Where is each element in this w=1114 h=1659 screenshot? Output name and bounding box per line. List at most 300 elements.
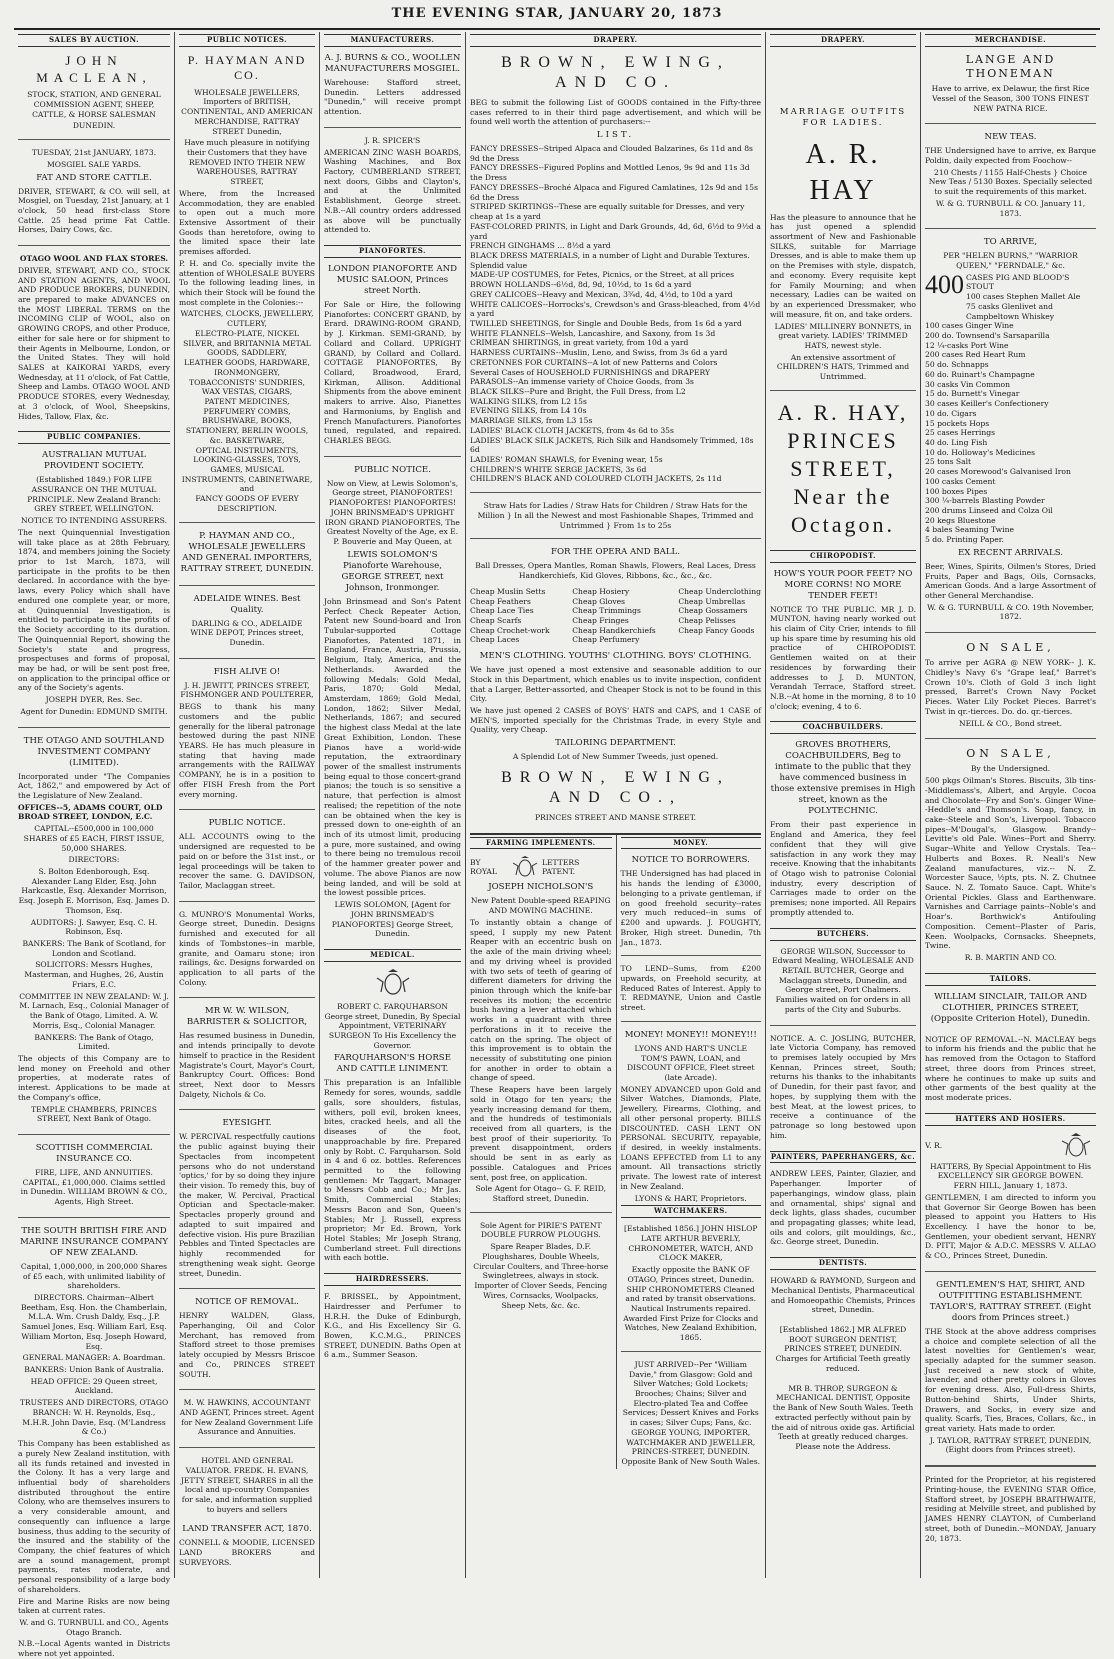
sub-column-money bbox=[616, 835, 762, 1469]
royal-arms-icon bbox=[1056, 1132, 1096, 1160]
ad-title: THE SOUTH BRITISH FIRE AND MARINE INSURANCE COMPANY OF NEW ZEALAND. bbox=[19, 1225, 169, 1258]
ad-office: OFFICES--5, ADAMS COURT, OLD BROAD STREET, LONDON, E.C. bbox=[18, 802, 163, 822]
section-header: BUTCHERS. bbox=[770, 928, 916, 941]
section-header: MANUFACTURERS. bbox=[324, 34, 461, 47]
ad-list: 210 Chests / 1155 Half-Chests } Choice New Teas / 5130 Boxes. Specially selected to suit the requirements of this market. bbox=[928, 167, 1093, 197]
list-item: 15 pockets Hops bbox=[925, 418, 990, 428]
ad-list bbox=[179, 309, 315, 513]
list-item: Cheap Gloves bbox=[572, 596, 625, 606]
section-header: DRAPERY. bbox=[770, 34, 916, 47]
ad-body: [Established 1862.] MR ALFRED BOOT SURGEON DENTIST, PRINCES STREET, DUNEDIN. Charges for Artificial Teeth greatly reduced. bbox=[775, 1325, 911, 1373]
ad-sign: NEILL & CO., Bond street. bbox=[958, 718, 1063, 728]
rule bbox=[179, 1288, 315, 1289]
ad-directors: S. Bolton Edenborough, Esq. Alexander Lang Elder, Esq. John Harkcastle, Esq. Alexander Morrison, Esq. Joseph E. Morrison, Esq. James D. Thomson, Esq. bbox=[18, 867, 170, 915]
list-item: 10 do. Holloway's Medicines bbox=[925, 447, 1036, 457]
section-header: MEDICAL. bbox=[324, 949, 461, 962]
list-item: 60 do. Ruinart's Champagne bbox=[925, 369, 1035, 379]
ad-title: TO ARRIVE, bbox=[983, 237, 1038, 248]
list-item: Several Cases of HOUSEHOLD FURNISHINGS and DRAPERY bbox=[470, 367, 711, 377]
list-item: Cheap Crochet-work bbox=[470, 625, 550, 635]
ad-body: To arrive per AGRA @ NEW YORK-- J. K. Chidley's Navy 6's "Grape leaf," Barret's Crown 10's. Cloth of Gold 3 inch light pressed, Barret's Crown Navy Pocket Pieces. Water Lily Pocket Pieces. Barret's Twist in qr.-tierces. Do. do. qr.-tierces. bbox=[925, 658, 1096, 716]
cheap-col-1 bbox=[470, 587, 550, 645]
list-item: CASES PIG AND BLOOD'S STOUT bbox=[966, 272, 1070, 292]
ad-sign: BROWN, EWING, AND CO., bbox=[501, 768, 730, 807]
ad-land bbox=[179, 1524, 315, 1567]
ad-name: LEWIS SOLOMON'S Pianoforte Warehouse, GEORGE STREET, next Johnson, Ironmonger. bbox=[341, 549, 444, 593]
sub-column-farming bbox=[470, 835, 616, 1469]
rule bbox=[925, 1465, 1096, 1467]
ad-body: NOTICE. A. C. JOSLING, BUTCHER, late Victoria Company, has removed to premises lately occupied by Mrs Kennan, Princes street, South; returns his thanks to the inhabitants of Dunedin, for their past favor, and hopes, by supplying them with the best Meat, at the lowest prices, to receive a continuance of the patronage so long bestowed upon him. bbox=[770, 1033, 916, 1140]
arrive-400: 400 bbox=[925, 269, 964, 299]
section-header: HATTERS AND HOSIERS. bbox=[925, 1113, 1096, 1126]
rule bbox=[925, 632, 1096, 633]
ad-fish bbox=[179, 667, 315, 800]
rule bbox=[470, 1212, 612, 1213]
ad-opera-title: FOR THE OPERA AND BALL. bbox=[551, 547, 680, 558]
arrive-block bbox=[925, 269, 1096, 322]
list-item: FANCY DRESSES--Broché Alpaca and Figured Camlatines, 12s 9d and 15s 6d the Dress bbox=[470, 182, 759, 202]
ad-lange bbox=[925, 53, 1096, 113]
ad-list-title: LIST. bbox=[596, 130, 635, 141]
ad-title: ON SALE, bbox=[966, 747, 1055, 761]
ad-title: ROBERT C. FARQUHARSON George street, Dunedin, By Special Appointment, VETERINARY SURGEON To His Excellency the Governor. bbox=[324, 1001, 461, 1050]
ad-hay bbox=[770, 107, 916, 540]
section-header: FARMING IMPLEMENTS. bbox=[470, 837, 612, 850]
list-item: Cheap Handkerchiefs bbox=[572, 625, 656, 635]
ad-body: THE Stock at the above address comprises a choice and complete selection of all the latest novelties for Gentlemen's wear, specially adapted for the summer season. Just received a new stock of white, lavender, and other pretty colors in Gloves for evening dress. Also, Full-dress Shirts, Button-behind Shirts, Under Shirts, Drawers, and Socks, in every size and quality. Scarfs, Ties, Braces, Collars, &c., in great variety. Hats made to order. bbox=[925, 1326, 1096, 1434]
column-4 bbox=[465, 32, 765, 1578]
ad-title: HOW'S YOUR POOR FEET? NO MORE CORNS! NO MORE TENDER FEET! bbox=[773, 568, 913, 601]
list-item: 15 do. Burnett's Vinegar bbox=[925, 389, 1020, 399]
ad-tailor-title: TAILORING DEPARTMENT. bbox=[555, 738, 676, 749]
ad-intro: BEG to submit the following List of GOODS contained in the Fifty-three cases referred to in their third page advertisement, and which will be found well worth the attention of purchasers:-- bbox=[470, 97, 761, 127]
list-item: FRENCH GINGHAMS ... 8½d a yard bbox=[470, 241, 611, 251]
list-item: 20 cases Morewood's Galvanised Iron bbox=[925, 467, 1071, 477]
ad-bankers: BANKERS: Union Bank of Australia. bbox=[24, 1365, 164, 1375]
ad-fire: Fire and Marine Risks are now being taken at current rates. bbox=[18, 1596, 170, 1616]
ad-hats: Straw Hats for Ladies / Straw Hats for Children / Straw Hats for the Million } In all the Newest and most Fashionable Shapes, Trimmed and Untrimmed } From 1s to 25s bbox=[477, 501, 754, 530]
ad-body-2: John Brinsmead and Son's Patent Perfect Check Repeater Action, Patent new Sound-board and Iron Tubular-supported Cottage Pianofortes, Patented 1871, in England, France, Austria, Prussia, Belgium, Italy, America, and the Netherlands. Awarded the following Medals: Gold Medal, Paris, 1870; Gold Medal, Amsterdam, 1869; Gold Medal, London, 1862; Silver Medal, Netherlands, 1867; and secured the highest class Medal at the late Great Exhibition, London. These Pianos have a world-wide reputation, the extraordinary power of the smallest instruments being equal to those concert-grand pianos; the touch is so sensitive a nature, that perfection is almost realised; the repetition of the note can be obtained when the key is pressed down to one-eighth of an inch of its utmost limit, producing a pure, more sustained, and owing to there being no tremulous recoil of the hammer greater power and volume. The above Pianos are now being landed, and will be sold at the lowest possible prices. bbox=[324, 596, 461, 898]
ad-allao bbox=[925, 1132, 1096, 1261]
rule bbox=[925, 228, 1096, 229]
list-item: FANCY DRESSES--Striped Alpaca and Clouded Balzarines, 6s 11d and 8s 9d the Dress bbox=[470, 144, 753, 163]
rule bbox=[925, 123, 1096, 124]
list-item: CRIMEAN SHIRTINGS, in great variety, from 10d a yard bbox=[470, 338, 689, 348]
list-item: WATCHES, CLOCKS, JEWELLERY, CUTLERY, bbox=[180, 309, 314, 329]
ad-subtitle: FARQUHARSON'S HORSE AND CATTLE LINIMENT. bbox=[334, 1053, 451, 1075]
rule bbox=[18, 1134, 170, 1135]
ad-macleay bbox=[925, 1035, 1096, 1103]
ad-body: To instantly obtain a change of speed, I supply my new Patent Reaper with an eccentric bush on the axle of the main driving wheel; and my driving wheel is provided with two sets of teeth of gearing of different diameters for driving the pinion through which the knife-bar receives its motion; the eccentric bush having a lever attached which works in a quadrant with three perforations in it to receive the catch on the spring. The object of this improvement is to obtain the necessity of substituting one pinion for another in order to obtain a change of speed. bbox=[470, 917, 612, 1083]
ad-lees bbox=[770, 1169, 916, 1247]
section-header: CHIROPODIST. bbox=[770, 550, 916, 563]
ad-subtitle: (Established 1849.) FOR LIFE ASSURANCE ON THE MUTUAL PRINCIPLE. New Zealand Branch: GREY STREET, WELLINGTON. bbox=[27, 475, 161, 514]
list-item: 50 do. Schnapps bbox=[925, 360, 989, 370]
cheap-col-2 bbox=[572, 587, 655, 645]
ad-sign: W. & G. TURNBULL & CO. January 11, 1873. bbox=[935, 198, 1086, 218]
sub-columns bbox=[470, 833, 761, 1469]
section-header: COACHBUILDERS. bbox=[770, 721, 916, 734]
ad-body: Incorporated under "The Companies Act, 1862," and empowered by Act of the Legislature of New Zealand. bbox=[18, 771, 170, 800]
section-header: PAINTERS, PAPERHANGERS, &c. bbox=[770, 1151, 916, 1164]
ad-title: EYESIGHT. bbox=[222, 1118, 272, 1129]
vr-crest bbox=[925, 1132, 1096, 1160]
ad-address: TEMPLE CHAMBERS, PRINCES STREET, Next Bank of Otago. bbox=[31, 1104, 157, 1124]
rule bbox=[324, 127, 461, 128]
ad-solomon bbox=[324, 465, 461, 939]
ad-throp bbox=[770, 1384, 916, 1452]
column-5 bbox=[765, 32, 920, 1578]
ad-body: HOWARD & RAYMOND, Surgeon and Mechanical Dentists, Pharmaceutical and Homoeopathic Chemists, Princes street, Dunedin. bbox=[770, 1276, 916, 1315]
section-header: PUBLIC COMPANIES. bbox=[18, 431, 170, 444]
rule bbox=[18, 727, 170, 728]
list-item: STRIPED SKIRTINGS--These are equally suitable for Dresses, and very cheap at 1s a yard bbox=[470, 202, 745, 222]
ad-body: Warehouse: Stafford street, Dunedin. Letters addressed "Dunedin," will receive prompt attention. bbox=[324, 77, 461, 117]
ad-body: M. W. HAWKINS, ACCOUNTANT AND AGENT, Princes street. Agent for New Zealand Government Life Assurance and Annuities. bbox=[179, 1398, 315, 1437]
list-item: Cheap Lace Ties bbox=[470, 606, 534, 616]
ad-money-title: MONEY! MONEY!! MONEY!!! bbox=[624, 1029, 757, 1040]
list-item: Cheap Feathers bbox=[470, 596, 531, 606]
ad-body: G. MUNRO'S Monumental Works, George street, Dunedin. Designs furnished and executed for all kinds of Tombstones--in marble, granite, and Oamaru stone; iron railings, &c. Designs forwarded on application to all parts of the Colony. bbox=[179, 909, 315, 987]
ad-manager: GENERAL MANAGER: A. Boardman. bbox=[22, 1353, 166, 1363]
ad-adelaide bbox=[179, 594, 315, 648]
ad-body: DARLING & CO., ADELAIDE WINE DEPOT, Princes street, Dunedin. bbox=[190, 618, 304, 648]
list-item: 75 casks Glenlivet and Campbeltown Whiskey bbox=[966, 301, 1055, 321]
ad-wilson-butcher bbox=[770, 947, 916, 1015]
ad-ex-title: EX RECENT ARRIVALS. bbox=[957, 547, 1064, 558]
ad-removal bbox=[179, 1297, 315, 1379]
list-item: Cheap Umbrellas bbox=[678, 596, 746, 606]
list-item: FANCY DRESSES--Figured Poplins and Mottled Lenos, 9s 9d and 11s 3d the Dress bbox=[470, 163, 750, 183]
ad-bonnets: LADIES' MILLINERY BONNETS, in great variety. LADIES' TRIMMED HATS, newest style. bbox=[774, 321, 912, 350]
ad-solicitors: SOLICITORS: Messrs Hughes, Masterman, and Hughes, 26, Austin Friars, E.C. bbox=[24, 960, 164, 989]
ad-body: NOTICE TO THE PUBLIC. MR J. D. MUNTON, having nearly worked out his claim of City Crier, intends to fill up his spare time by resuming his old practice of CHIROPODIST. Gentlemen waited on at their residences by forwarding their addresses to J. D. MUNTON, Verandah Terrace, Stafford street. N.B.--At home in the morning, 8 to 10 o'clock; evening, 4 to 6. bbox=[770, 604, 916, 711]
ad-title: FISH ALIVE O! bbox=[213, 666, 281, 677]
ad-brown-ewing bbox=[470, 53, 761, 823]
list-item: WALKING SILKS, from L2 15s bbox=[470, 396, 587, 406]
ad-body: Has resumed business in Dunedin, and intends principally to devote himself to practice in the Resident Magistrate's Court, Mayor's Court, Bankruptcy Court. Offices: Bond street, Next door to Messrs Dalgety, Nichols & Co. bbox=[179, 1031, 315, 1099]
ad-title: LANGE AND THONEMAN bbox=[965, 52, 1056, 81]
ad-body: This Company has been established as a purely New Zealand institution, with all its funds retained and invested in the Colony. It has a very large and influential body of shareholders distributed throughout the entire Colony, who are themselves insurers to a very considerable amount, and consequently can influence a large business, thus adding to the security of the insured and the stability of the Company, the chief features of which are a sound management, prompt payments, rates moderate, and personal responsibility of a large body of shareholders. bbox=[18, 1439, 170, 1594]
ad-title: THE OTAGO AND SOUTHLAND INVESTMENT COMPANY (LIMITED). bbox=[23, 735, 165, 768]
ad-call: P. H. and Co. specially invite the attention of WHOLESALE BUYERS To the following leading lines, in which their Stock will be found the most complete in the Colonies:-- bbox=[179, 258, 315, 307]
royal-patent bbox=[470, 855, 612, 879]
ad-title: P. HAYMAN AND CO. bbox=[187, 52, 307, 83]
list-item: BROWN HOLLANDS--6½d, 8d, 9d, 10½d, to 1s 6d a yard bbox=[470, 280, 692, 290]
ad-body: Now on View, at Lewis Solomon's, George street, PIANOFORTES! PIANOFORTES! PIANOFORTES! JOHN BRINSMEAD'S UPRIGHT IRON GRAND PIANOFORTES, The Greatest Novelty of the Age, ex E. P. Bouverie and May Queen, at bbox=[325, 478, 460, 547]
ad-sign: LEWIS SOLOMON, [Agent for JOHN BRINSMEAD'S PIANOFORTES] George Street, Dunedin. bbox=[331, 900, 454, 939]
list-item: HARNESS CURTAINS--Muslin, Leno, and Swiss, from 3s 6d a yard bbox=[470, 348, 728, 358]
ad-place: DUNEDIN. bbox=[72, 121, 116, 131]
sale-date: TUESDAY, 21st JANUARY, 1873. bbox=[31, 148, 157, 158]
ad-body: CONNELL & MOODIE, LICENSED LAND BROKERS and SURVEYORS. bbox=[179, 1538, 315, 1567]
ad-body: W. PERCIVAL respectfully cautions the public against buying their Spectacles from incompetent persons who do not understand 'optics,' for by so doing they injure their vision. To remedy this, buy of the maker, W. Percival, Practical Optician and Spectacle-maker. Spectacles properly ground and adapted to suit impaired and defective vision. His pure Brazilian Pebbles and Tinted Spectacles are highly recommended for strengthening weak sight. George street, Dunedin. bbox=[179, 1132, 315, 1278]
ad-subtitle: By the Undersigned. bbox=[970, 764, 1051, 774]
section-header: HAIRDRESSERS. bbox=[324, 1273, 461, 1286]
list-item: CHILDREN'S BLACK AND COLOURED CLOTH JACKETS, 2s 11d bbox=[470, 474, 722, 484]
ad-bankers: BANKERS: The Bank of Scotland, for London and Scotland. bbox=[22, 939, 166, 958]
list-item: WHITE FLANNELS--Welsh, Lancashire, and Saxony, from 1s 3d bbox=[470, 328, 716, 338]
list-item: 100 casks Cement bbox=[925, 476, 996, 486]
list-item: Cheap Fancy Goods bbox=[678, 625, 755, 635]
ad-committee: COMMITTEE IN NEW ZEALAND: W. J. M. Larnach, Esq., Colonial Manager of the Bank of Otago, Limited. A. W. Morris, Esq., Colonial Manager. bbox=[19, 991, 169, 1030]
ad-body: HENRY WALDEN, Glass, Paperhanging, Oil and Color Merchant, has removed from Stafford street to those premises lately occupied by Messrs Briscoe and Co., PRINCES STREET SOUTH. bbox=[179, 1311, 315, 1379]
ad-nb: N.B.--Local Agents wanted in Districts where not yet appointed. bbox=[18, 1639, 170, 1659]
list-item: Cheap Trimmings bbox=[572, 606, 641, 616]
rule bbox=[18, 139, 170, 140]
ad-ships: PER "HELEN BURNS," "WARRIOR QUEEN," "FERNDALE," &c. bbox=[943, 251, 1078, 271]
list-item: 20 kegs Bluestone bbox=[925, 515, 996, 525]
ad-pirie-body: Spare Reaper Blades, D.F. Ploughshares, Double Wheels, Circular Coulters, and Three-horse Swingletrees, always in stock. Importer of Clover Seeds, Fencing Wires, Cornsacks, Woolpacks, Sheep Nets, &c. &c. bbox=[473, 1242, 609, 1310]
ad-body: This preparation is an Infallible Remedy for sores, wounds, saddle galls, sore shoulders, fistulas, withers, poll evil, broken knees, bites, cracked heels, and all the diseases of the foot, unapproachable by fire. Prepared only by Robt. C. Farquharson. Sold in 4 and 6 oz. bottles. References permitted to the following gentlemen: Mr Taggart, Manager to Messrs Cobb and Co.; Mr Jas. Smith, Commercial Stables; Messrs Bacon and Son, Queen's Stables; Mr J. Russell, express proprietor; Mr Ed. Brown, York Hotel Stables; Mr Joseph Strang, Cumberland street. Full directions with each bottle. bbox=[324, 1078, 461, 1263]
rule bbox=[621, 1021, 762, 1022]
ad-title: AUSTRALIAN MUTUAL PROVIDENT SOCIETY. bbox=[42, 450, 146, 472]
ad-maclean bbox=[18, 53, 170, 235]
rule bbox=[470, 492, 761, 493]
ad-howard bbox=[770, 1276, 916, 1315]
list-item: 300 ¼-barrels Blasting Powder bbox=[925, 496, 1045, 506]
ad-directors: DIRECTORS. Chairman--Albert Beetham, Esq. Hon. the Chamberlain, M.L.A. Wm. Crush Daldy, Esq., J.P. Samuel Jones, Esq. William Earl, Esq. William Morton, Esq. Joseph Howard, Esq. bbox=[20, 1293, 168, 1351]
ad-title: J. R. SPICER'S bbox=[364, 135, 421, 145]
section-header: SALES BY AUCTION. bbox=[18, 34, 170, 47]
ad-taylor bbox=[925, 1280, 1096, 1455]
rule bbox=[179, 658, 315, 659]
list-item: FANCY GOODS OF EVERY DESCRIPTION. bbox=[195, 494, 299, 513]
list-item: 4 bales Seaming Twine bbox=[925, 525, 1014, 535]
rule bbox=[179, 809, 315, 810]
list-item: 30 cases Keiller's Confectionery bbox=[925, 399, 1049, 409]
list-item: PATENT MEDICINES, PERFUMERY COMBS, BRUSHWARE, BOOKS, bbox=[202, 396, 292, 426]
rule bbox=[770, 390, 916, 391]
ad-scottish bbox=[18, 1143, 170, 1207]
list-item: MARRIAGE SILKS, from L3 15s bbox=[470, 416, 593, 426]
ad-hawkins bbox=[179, 1398, 315, 1437]
ad-body-2: Where, from the Increased Accommodation, they are enabled to open out a much more Extensive Assortment of their Goods than heretofore, owing to the limited space their late premises afforded. bbox=[179, 188, 315, 257]
rule bbox=[18, 1217, 170, 1218]
rule bbox=[179, 522, 315, 523]
ad-sign: R. B. MARTIN AND CO. bbox=[964, 953, 1057, 963]
ad-body: FIRE, LIFE, AND ANNUITIES. CAPITAL, £1,000,000. Claims settled in Dunedin. WILLIAM BROWN & CO., Agents, High Street. bbox=[20, 1167, 168, 1207]
list-item: CRETONNES FOR CURTAINS--A lot of new Patterns and Colors bbox=[470, 357, 718, 367]
section-header: PUBLIC NOTICES. bbox=[179, 34, 315, 47]
list-item: 200 do. Townsend's Sarsaparilla bbox=[925, 331, 1050, 341]
list-item: Cheap Scarfs bbox=[470, 615, 522, 625]
ad-body: From their past experience in England and America, they feel confident that they will give satisfaction in any work they may receive. Knowing that the inhabitants of Otago wish to patronise Colonial industry, every description of Carriages made to order on the premises; none imported. All Repairs promptly attended to. bbox=[770, 820, 916, 917]
list-item: BLACK DRESS MATERIALS, in a number of Light and Durable Textures. Splendid value bbox=[470, 250, 750, 270]
list-item: 100 cases Ginger Wine bbox=[925, 321, 1014, 331]
ad-body: GEORGE WILSON, Successor to Edward Mealing, WHOLESALE AND RETAIL BUTCHER, George and Maclaggan streets, Dunedin, and George street, Port Chalmers. Families waited on for orders in all parts of the City and Suburbs. bbox=[772, 946, 914, 1014]
royal-arms-icon bbox=[508, 855, 542, 879]
list-item: Cheap Perfumery bbox=[572, 635, 640, 645]
list-item: LADIES' ROMAN SHAWLS, for Evening wear, 15s bbox=[470, 455, 663, 465]
ad-body: HOTEL AND GENERAL VALUATOR. FREDK. H. EVANS, JETTY STREET, SHARES in all the local and up-country Companies for sale, and information supplied to buyers and sellers bbox=[180, 1456, 314, 1514]
list-item: Cheap Underclothing bbox=[678, 586, 761, 596]
ad-amp bbox=[18, 450, 170, 716]
column-6 bbox=[920, 32, 1100, 1578]
section-header: MONEY. bbox=[621, 837, 762, 850]
ad-body: DRIVER, STEWART, AND CO., STOCK AND STATION AGENTS, AND WOOL AND PRODUCE BROKERS, DUNEDIN, are prepared to make ADVANCES on the MOST LIBERAL TERMS on the INCOMING CLIP of WOOL, also on GROWING CROPS, and other Produce, either for sale here or for shipment to their Agents in Melbourne, London, or the United States. They will hold SALES at KAIKORAI YARDS, every Wednesday, at 11 o'clock, of Fat Cattle, Sheep and Lambs. OTAGO WOOL AND PRODUCE STORES, every Wednesday, at 3 o'clock, of Wool, Sheepskins, Hides, Tallow, Flax, &c. bbox=[18, 265, 170, 421]
list-item: LADIES' BLACK SILK JACKETS, Rich Silk and Handsomely Trimmed, 18s 6d bbox=[470, 435, 754, 455]
ad-body: F. BRISSEL, by Appointment, Hairdresser and Perfumer to H.R.H. the Duke of Edinburgh, K.G., and His Excellency Sir G. Bowen, K.C.M.G., PRINCES STREET, DUNEDIN. Baths Open at 6 a.m., Summer Season. bbox=[324, 1292, 461, 1360]
ad-body: THE Undersigned have to arrive, ex Barque Poldin, daily expected from Foochow-- bbox=[925, 146, 1096, 165]
rule bbox=[324, 456, 461, 457]
ad-agents: W. and G. TURNBULL and CO., Agents Otago Branch. bbox=[19, 1618, 169, 1637]
ad-young: JUST ARRIVED--Per "William Davie," from Glasgow: Gold and Silver Watches; Gold Lockets; Brooches; Chains; Silver and Electro-plated Tea and Coffee Services; Dessert Knives and Forks in cases; Silver Cups; Fans, &c. GEORGE YOUNG, IMPORTER, WATCHMAKER AND JEWELLER, PRINCES-STREET, DUNEDIN. Opposite Bank of New South Wales. bbox=[621, 1359, 761, 1467]
ad-body: Have to arrive, ex Delawur, the first Rice Vessel of the Season, 300 TONS FINEST NEW PATNA RICE. bbox=[931, 84, 1090, 113]
rule bbox=[179, 585, 315, 586]
list-item: Cheap Muslin Setts bbox=[470, 586, 546, 596]
section-header: DRAPERY. bbox=[470, 34, 761, 47]
ad-pirie: Sole Agent for PIRIE'S PATENT DOUBLE FURROW PLOUGHS. bbox=[479, 1220, 602, 1240]
ad-london-piano bbox=[324, 264, 461, 446]
section-header: WATCHMAKERS. bbox=[621, 1205, 762, 1218]
ad-name: JOHN MACLEAN, bbox=[36, 52, 152, 85]
list-item: Cheap Pelisses bbox=[678, 615, 736, 625]
ad-title: GROVES BROTHERS, COACHBUILDERS, Beg to intimate to the public that they have commenced business in those extensive premises in High street, known as the POLYTECHNIC. bbox=[770, 740, 916, 817]
ad-auditors: AUDITORS: J. Sawyer, Esq. C. H. Robinson, Esq. bbox=[30, 917, 158, 937]
column-3 bbox=[319, 32, 465, 1578]
ad-outfits: MARRIAGE OUTFITS FOR LADIES. bbox=[779, 106, 907, 128]
list-item: 25 cases Herrings bbox=[925, 428, 996, 438]
list-item: 200 cases Red Heart Rum bbox=[925, 350, 1026, 360]
list-item: 25 tons Salt bbox=[925, 457, 972, 467]
ad-agent: Agent for Dunedin: EDMUND SMITH. bbox=[20, 706, 168, 716]
list-item: PARASOLS--An immense variety of Choice Goods, from 3s bbox=[470, 377, 694, 387]
column-1 bbox=[14, 32, 174, 1659]
ad-title: LAND TRANSFER ACT, 1870. bbox=[182, 1524, 312, 1535]
list-item: 40 do. Ling Fish bbox=[925, 437, 988, 447]
ad-hislop-body: Exactly opposite the BANK OF OTAGO, Princes street, Dunedin. SHIP CHRONOMETERS Cleaned and rated by transit observations. Nautical Instruments repaired. Awarded First Prize for Clocks and Watches, New Zealand Exhibition, 1865. bbox=[623, 1265, 759, 1343]
ad-office: HEAD OFFICE: 29 Queen street, Auckland. bbox=[30, 1376, 158, 1396]
ad-body: For Sale or Hire, the following Pianofortes: CONCERT GRAND, by Erard. DRAWING-ROOM GRAND, by J. Kirkman. SEMI-GRAND, by Collard and Collard. UPRIGHT GRAND, by Collard and Collard. COTTAGE PIANOFORTES, By Collard, Broadwood, Erard, Kirkman, Allison. Additional Shipments from the above eminent makers to arrive. Also, Pianettes and Harmoniums, by English and French Manufacturers. Pianofortes tuned, regulated, and repaired. CHARLES BEGG. bbox=[324, 299, 461, 446]
list-item: EVENING SILKS, from L4 10s bbox=[470, 406, 587, 416]
ad-brissel bbox=[324, 1292, 461, 1360]
list-item: MADE-UP COSTUMES, for Fetes, Picnics, or the Street, at all prices bbox=[470, 270, 735, 280]
ad-public-notice bbox=[179, 818, 315, 890]
ad-title: JOSEPH NICHOLSON'S bbox=[488, 882, 594, 893]
cheap-col-3 bbox=[678, 587, 761, 645]
ad-list-cont bbox=[925, 321, 1096, 545]
list-item: STATIONERY, BERLIN WOOLS, &c. BASKETWARE, bbox=[185, 426, 309, 445]
section-header: TAILORS. bbox=[925, 973, 1096, 986]
list-item: 10 do. Cigars bbox=[925, 408, 977, 418]
ad-josling bbox=[770, 1034, 916, 1141]
ad-lend: TO LEND--Sums, from £200 upwards, on Freehold security, at Reduced Rates of Interest. Apply to T. REDMAYNE, Union and Castle street. bbox=[620, 964, 761, 1013]
ad-address: PRINCES STREET AND MANSE STREET. bbox=[534, 812, 697, 822]
ad-south-british bbox=[18, 1226, 170, 1659]
ad-sign: W. & G. TURNBULL & CO. 19th November, 1872. bbox=[927, 602, 1094, 622]
ad-body: Has the pleasure to announce that he has just opened a splendid assortment of New and Fashionable SILKS, suitable for Marriage Dresses, and is able to make them up on the Premises with style, dispatch, and economy. Every requisite kept for Family Mourning; and when necessary, Ladies can be waited on by an experienced Dressmaker, who will measure, fit on, and take orders. bbox=[770, 212, 916, 319]
list-item: Cheap Fringes bbox=[572, 615, 629, 625]
ad-ex-body: Beer, Wines, Spirits, Oilmen's Stores, Dried Fruits, Paper and Bags, Oils, Cornsacks, American Goods. And a large Assortment of other General Merchandise. bbox=[925, 561, 1096, 601]
ad-mens-title: MEN'S CLOTHING. YOUTHS' CLOTHING. BOYS' CLOTHING. bbox=[479, 651, 752, 662]
ad-body: ANDREW LEES, Painter, Glazier, and Paperhanger. Importer of paperhangings, window glass, plain and ornamental, ships' signal and deck lights, glass shades, cucumber and propagating glasses; white lead, oils and colors, gilt mouldings, &c., &c. George street, Dunedin. bbox=[770, 1169, 916, 1247]
ad-title: PUBLIC NOTICE. bbox=[354, 464, 431, 475]
sale-line: MOSGIEL SALE YARDS. bbox=[46, 159, 141, 169]
masthead: THE EVENING STAR, JANUARY 20, 1873 bbox=[391, 6, 723, 21]
ad-title: NEW TEAS. bbox=[984, 132, 1037, 143]
ad-body: NOTICE OF REMOVAL.--N. MACLEAY begs to inform his friends and the public that he has removed from the Octagon to Stafford street, three doors from Princes street, where he continues to make up suits and other garments of the best quality at the most moderate prices. bbox=[925, 1034, 1096, 1102]
ad-role: STOCK, STATION, AND GENERAL COMMISSION AGENT, SHEEP, CATTLE, & HORSE SALESMAN bbox=[27, 90, 161, 119]
list-item: 30 casks Vin Common bbox=[925, 379, 1010, 389]
ad-lyons: LYONS AND HART'S UNCLE TOM'S PAWN, LOAN, and DISCOUNT OFFICE, Fleet street (late Arcade). bbox=[626, 1043, 755, 1082]
ad-boys: We have just opened 2 CASES of BOYS' HATS and CAPS, and 1 CASE of MEN'S, imported specially for the Christmas Trade, in every Style and Quality, very Cheap. bbox=[470, 705, 761, 735]
ad-title: SCOTTISH COMMERCIAL INSURANCE CO. bbox=[35, 1142, 153, 1164]
vr-label: V. R. bbox=[925, 1140, 943, 1150]
cheap-table bbox=[470, 587, 761, 645]
ad-name: J. H. JEWITT, PRINCES STREET, FISHMONGER AND POULTERER, bbox=[180, 680, 314, 700]
ad-hayman bbox=[179, 53, 315, 575]
ad-lyons-sign: LYONS & HART, Proprietors. bbox=[634, 1193, 747, 1203]
list-item: LADIES' BLACK CLOTH JACKETS, from 4s 6d to 35s bbox=[470, 425, 674, 435]
ad-burns bbox=[324, 53, 461, 117]
rule bbox=[621, 955, 762, 956]
list-item: 12 ¼-casks Port Wine bbox=[925, 340, 1009, 350]
section-header: DENTISTS. bbox=[770, 1257, 916, 1270]
rule bbox=[925, 738, 1096, 739]
list-item: LEATHER GOODS, HARDWARE, IRONMONGERY, bbox=[184, 358, 310, 377]
ad-body: 500 pkgs Oilman's Stores. Biscuits, 3lb tins--Middlemass's, Albert, and Argyle. Cocoa and Chocolate--Fry and Son's. Ginger Wine--Heddle's and Thomson's. Soap, fancy, in cake--Steele and Son's, Liverpool. Tobacco pipes--M'Dougal's, Glasgow. Brandy--Levitte's old Pale. Wines--Port and Sherry. Sugar--White and Yellow Crystals. Tea--Hulberts and Boxes. R. Neall's New Zealand manufactures, viz.-- N. Z. Worcester Sauce, ½pts, pts. N. Z. Chutnee Sauce. N. Z. Tomato Sauce. Capt. White's Oriental Pickles. Glass and Earthenware. Varnishes and Carriage paints--Noble's and Hoar's. Borthwick's Antifouling Composition. Cement--Plaster of Paris, Keen. Woolpacks, Cornsacks. Sheepnets, Twine. bbox=[925, 776, 1096, 951]
ad-sign: P. HAYMAN AND CO., WHOLESALE JEWELLERS AND GENERAL IMPORTERS, RATTRAY STREET, DUNEDIN. bbox=[180, 530, 314, 574]
list-item: WHITE CALICOES--Horrocks's, Crewdson's and Grass-bleached, from 4½d a yard bbox=[470, 299, 761, 319]
rule bbox=[18, 245, 170, 246]
patent-label: LETTERS PATENT. bbox=[541, 857, 580, 877]
ad-title: BROWN, EWING, AND CO. bbox=[501, 53, 730, 92]
ad-body: ALL ACCOUNTS owing to the undersigned are requested to be paid on or before the 31st inst., or legal proceedings will be taken to recover the same. G. DAVIDSON, Tailor, Maclaggan street. bbox=[179, 832, 315, 890]
ad-title: GENTLEMEN'S HAT, SHIRT, AND OUTFITTING ESTABLISHMENT. TAYLOR'S, RATTRAY STREET. (Eight doors from Princes street.) bbox=[929, 1279, 1092, 1323]
section-header: MERCHANDISE. bbox=[925, 34, 1096, 47]
ad-body: The next Quinquennial Investigation will take place as at 28th February, 1874, and members joining the Society prior to 1st March, 1873, will participate in the profits to be then declared. In accordance with the bye-laws, every Policy which shall have endured one complete year, or more, at Quinquennial Investigation, is entitled to participate in the profits of the Society according to its duration. The Quinquennial Report, showing the Society's state and progress, prospectuses and forms of proposal, may be had, or will be sent post free, on application to the principal office or any of the Society's agents. bbox=[18, 527, 170, 693]
ad-opera: Ball Dresses, Opera Mantles, Roman Shawls, Flowers, Real Laces, Dress Handkerchiefs, Kid Gloves, Ribbons, &c., &c., &c. bbox=[475, 561, 756, 581]
royal-arms-icon bbox=[368, 968, 418, 998]
ad-sign: A. R. HAY, PRINCES STREET, Near the Octagon. bbox=[777, 399, 909, 538]
ad-title: WILLIAM SINCLAIR, TAILOR AND CLOTHIER, PRINCES STREET, (Opposite Criterion Hotel), Dunedin. bbox=[930, 991, 1091, 1024]
sale-title: FAT AND STORE CATTLE. bbox=[36, 172, 152, 183]
ad-title: NOTICE OF REMOVAL. bbox=[195, 1297, 299, 1308]
ad-body: AMERICAN ZINC WASH BOARDS, Washing Machines, and Box Factory, CUMBERLAND STREET, next doors, Gibbs and Clayton's, and at the Unlimited Establishment, George street. N.B.--All country orders addressed as above will be punctually attended to. bbox=[324, 147, 461, 235]
ad-hislop: [Established 1856.] JOHN HISLOP LATE ARTHUR BEVERLY, CHRONOMETER, WATCH, AND CLOCK MAKER, bbox=[623, 1224, 758, 1263]
ad-capital: Capital, 1,000,000, in 200,000 Shares of £5 each, with unlimited liability of shareholders. bbox=[20, 1261, 168, 1291]
list-item: ELECTRO-PLATE, NICKEL SILVER, and BRITANNIA METAL GOODS, SADDLERY, bbox=[183, 328, 311, 358]
ad-munro bbox=[179, 910, 315, 988]
ad-tailor: A Splendid Lot of New Summer Tweeds, just opened. bbox=[512, 752, 719, 762]
ad-directors-label: DIRECTORS: bbox=[68, 855, 120, 865]
list-item: BLACK SILKS--Pure and Bright, the Full Dress, from L2 bbox=[470, 387, 686, 397]
ad-boot bbox=[770, 1325, 916, 1374]
list-item: 100 boxes Pipes bbox=[925, 486, 988, 496]
masthead-rule bbox=[14, 28, 1100, 30]
rule bbox=[179, 1109, 315, 1110]
ad-groves bbox=[770, 740, 916, 917]
ad-title: A. R. HAY bbox=[805, 138, 881, 206]
ad-capital: CAPITAL--£500,000 in 100,000 SHARES of £5 EACH, FIRST ISSUE, 50,000 SHARES. bbox=[23, 824, 165, 853]
ad-chiropodist bbox=[770, 569, 916, 712]
rule bbox=[925, 1271, 1096, 1272]
royal-label: BY ROYAL bbox=[470, 857, 497, 877]
list-item: 200 drums Linseed and Colza Oil bbox=[925, 505, 1053, 515]
ad-title: OTAGO WOOL AND FLAX STORES. bbox=[19, 254, 169, 264]
ad-title: MR W. W. WILSON, BARRISTER & SOLICITOR, bbox=[186, 1006, 308, 1028]
list-item: Cheap Gossamers bbox=[678, 606, 748, 616]
ad-on-sale-martin bbox=[925, 747, 1096, 962]
ad-sign: JOSEPH DYER, Res. Sec. bbox=[45, 695, 143, 705]
list-item: OPTICAL INSTRUMENTS, LOOKING-GLASSES, TOYS, GAMES, MUSICAL INSTRUMENTS, CABINETWARE, and bbox=[181, 445, 313, 494]
ad-subtitle: New Patent Double-speed REAPING AND MOWING MACHINE. bbox=[470, 896, 611, 916]
list-item: TWILLED SHEETINGS, for Single and Double Beds, from 1s 6d a yard bbox=[470, 318, 742, 328]
rule bbox=[179, 1389, 315, 1390]
list-item: CHILDREN'S WHITE SERGE JACKETS, 3s 6d bbox=[470, 464, 647, 474]
imprint: Printed for the Proprietor, at his registered Printing-house, the EVENING STAR Office, Stafford street, by JOSEPH BRAITHWAITE, residing at Melville street, and published by JAMES HENRY CLAYTON, of Cumberland street, both of Dunedin.--MONDAY, January 20, 1873. bbox=[925, 1475, 1096, 1543]
